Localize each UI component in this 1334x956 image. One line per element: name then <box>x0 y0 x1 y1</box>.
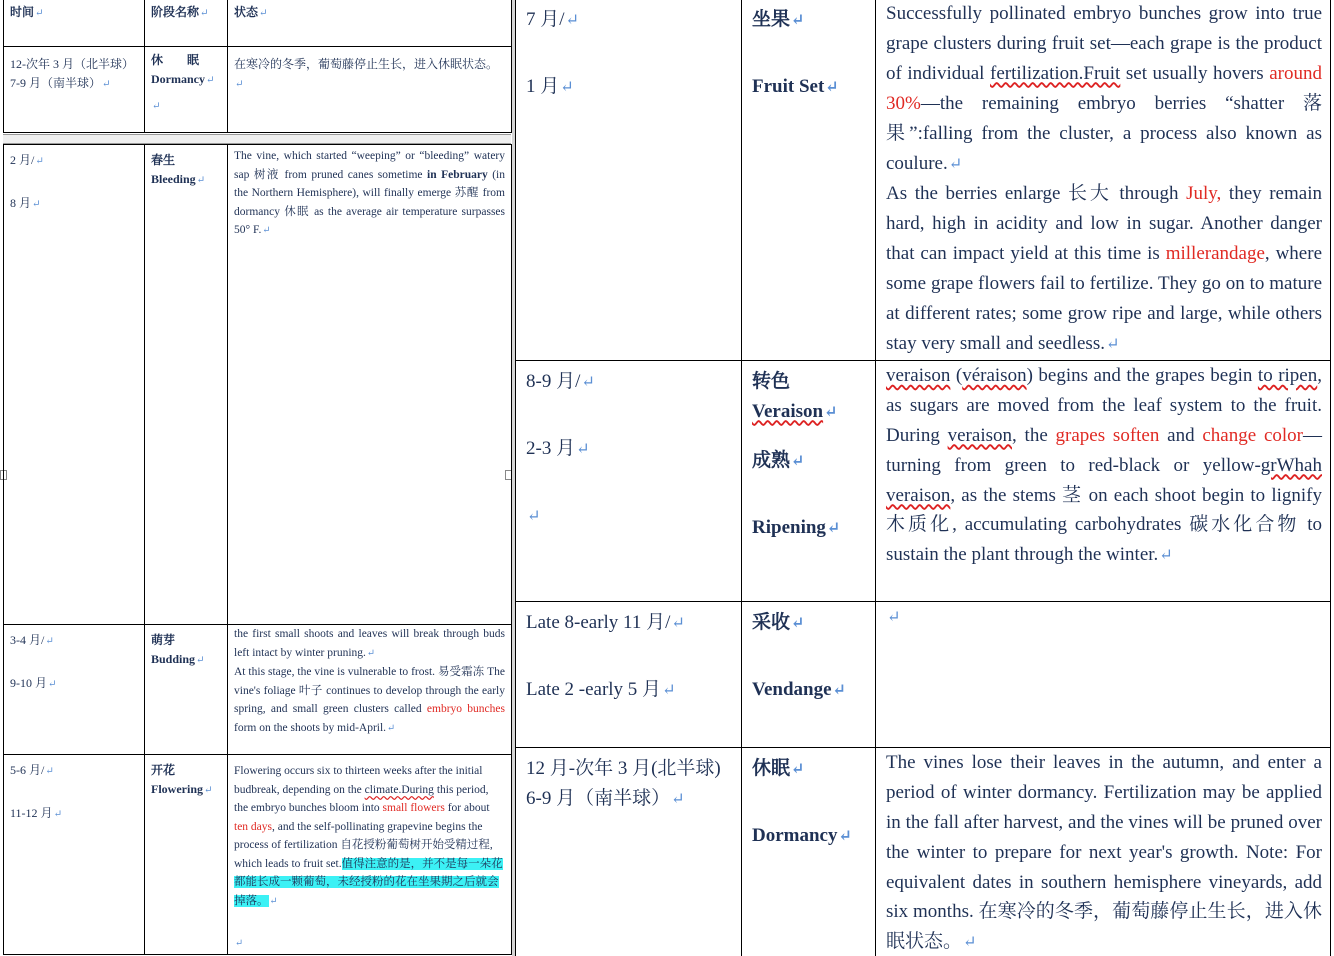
time-north: 7 月/↵ <box>526 9 580 30</box>
stage-table-top <box>3 0 512 133</box>
header-time: 时间 <box>10 5 35 19</box>
table-row-dormancy <box>4 47 512 133</box>
header-state: 状态 <box>234 5 259 19</box>
stage-en: Vendange↵ <box>752 678 847 700</box>
stage-table-main <box>3 144 512 955</box>
time-north: 5-6 月/↵ <box>10 763 54 777</box>
left-document-page <box>0 0 512 956</box>
table-row-flowering <box>4 755 512 955</box>
return-mark: ↵ <box>200 8 209 19</box>
right-document-page <box>515 0 1334 956</box>
stage-cn: 春生 <box>151 153 176 167</box>
header-stage: 阶段名称 <box>151 5 200 19</box>
state-text: ↵ <box>876 601 1331 747</box>
stage-en: Bleeding <box>151 171 196 186</box>
stage-cn: 休眠↵ <box>752 757 805 779</box>
return-mark: ↵ <box>204 784 213 796</box>
table-separator <box>3 134 511 144</box>
time-north: 12-次年 3 月（北半球） <box>10 57 134 71</box>
time-south: 2-3 月↵ <box>526 437 590 459</box>
stage-en: Dormancy <box>151 71 205 86</box>
stage-en-2: Ripening↵ <box>752 516 841 538</box>
return-mark: ↵ <box>527 507 541 525</box>
table-row-veraison <box>516 360 1331 601</box>
stage-cn-1: 转色 <box>752 370 791 392</box>
state-text: veraison (véraison) begins and the grapes begin to ripen, as sugars are moved from the leaf system to the fruit. During veraison, the grapes soften and change color—turning from green to red-black or yellow-grWhah veraison, as the stems 茎 on each shoot begin to lignify 木质化, accumulating carbohydrates 碳水化合物 to sustain the plant through the winter.↵ <box>876 360 1331 601</box>
time-north: 2 月/↵ <box>10 153 44 167</box>
time-north: 12 月-次年 3 月(北半球) <box>526 757 721 779</box>
return-mark: ↵ <box>152 101 161 112</box>
stage-cn: 萌芽 <box>151 633 176 647</box>
return-mark: ↵ <box>235 78 244 90</box>
state-text: The vines lose their leaves in the autumn, and enter a period of winter dormancy. Fertilization may be applied in the fall after harvest, and the vines will be pruned over the winter to prepare for next year's growth. Note: For equivalent dates in southern hemisphere vineyards, add six months. 在寒冷的冬季，葡萄藤停止生长，进入休眠状态。↵ <box>876 747 1331 956</box>
time-south: 6-9 月（南半球）↵ <box>526 787 685 809</box>
state-text: 在寒冷的冬季，葡萄藤停止生长，进入休眠状态。 <box>234 57 499 71</box>
state-text: the first small shoots and leaves will break through buds left intact by winter pruning.↵ At this stage, the vine is vulnerable to frost. 易受霜冻 The vine's foliage 叶子 continues to develop through the early spring, and small green clusters called embryo bunches form on the shoots by mid-April.↵ <box>228 625 512 755</box>
return-mark: ↵ <box>206 74 215 86</box>
state-text: The vine, which started “weeping” or “bleeding” watery sap 树液 from pruned canes sometime in February (in the Northern Hemisphere), will finally emerge 苏醒 from dormancy 休眠 as the average air temperature surpasses 50° F.↵ <box>228 145 512 625</box>
time-north: Late 8-early 11 月/↵ <box>526 611 685 633</box>
table-header-row <box>4 0 512 47</box>
state-text: Flowering occurs six to thirteen weeks after the initial budbreak, depending on the climate.During this period, the embryo bunches bloom into small flowers for about ten days, and the self-pollinating grapevine begins the process of fertilization 自花授粉葡萄树开始受精过程, which leads to fruit set.值得注意的是，并不是每一朵花都能长成一颗葡萄，未经授粉的花在坐果期之后就会掉落。↵ ↵ <box>228 755 512 955</box>
table-row-harvest <box>516 601 1331 747</box>
stage-cn: 采收↵ <box>752 611 805 633</box>
return-mark: ↵ <box>35 8 44 19</box>
stage-en: Flowering <box>151 781 203 796</box>
time-south: 1 月↵ <box>526 75 574 97</box>
stage-table-right <box>515 0 1331 956</box>
stage-cn-2: 成熟↵ <box>752 449 805 471</box>
table-row-budding <box>4 625 512 755</box>
highlighted-note: 值得注意的是，并不是每一朵花都能长成一颗葡萄，未经授粉的花在坐果期之后就会掉落。 <box>234 857 503 907</box>
table-row-fruit-set <box>516 0 1331 360</box>
stage-cn: 休 眠 <box>151 53 200 67</box>
stage-cn: 开花 <box>151 763 176 777</box>
time-south: 8 月↵ <box>10 195 41 210</box>
stage-en: Budding <box>151 651 196 666</box>
return-mark: ↵ <box>196 174 206 186</box>
stage-en: Fruit Set↵ <box>752 75 839 97</box>
stage-en-1: Veraison↵ <box>752 400 838 422</box>
time-south: 7-9 月（南半球） <box>10 75 101 90</box>
time-south: 9-10 月↵ <box>10 675 57 690</box>
stage-en: Dormancy↵ <box>752 824 853 846</box>
table-row-bleeding <box>4 145 512 625</box>
table-row-dormancy <box>516 747 1331 956</box>
return-mark: ↵ <box>259 8 268 19</box>
return-mark: ↵ <box>196 654 205 666</box>
time-south: Late 2 -early 5 月↵ <box>526 678 676 700</box>
time-north: 8-9 月/↵ <box>526 370 595 392</box>
state-text: Successfully pollinated embryo bunches grow into true grape clusters during fruit set—each grape is the product of individual fertilization.Fruit set usually hovers around 30%—the remaining embryo berries “shatter 落果”:falling from the cluster, a process also known as coulure.↵ As the berries enlarge 长大 through July, they remain hard, high in acidity and low in sugar. Another danger that can impact yield at this time is millerandage, where some grape flowers fail to fertilize. They go on to mature at different rates; some grow ripe and large, while others stay very small and seedless.↵ <box>876 0 1331 360</box>
time-north: 3-4 月/↵ <box>10 633 54 647</box>
return-mark: ↵ <box>102 78 111 90</box>
stage-cn: 坐果↵ <box>752 9 805 30</box>
time-south: 11-12 月↵ <box>10 805 63 820</box>
